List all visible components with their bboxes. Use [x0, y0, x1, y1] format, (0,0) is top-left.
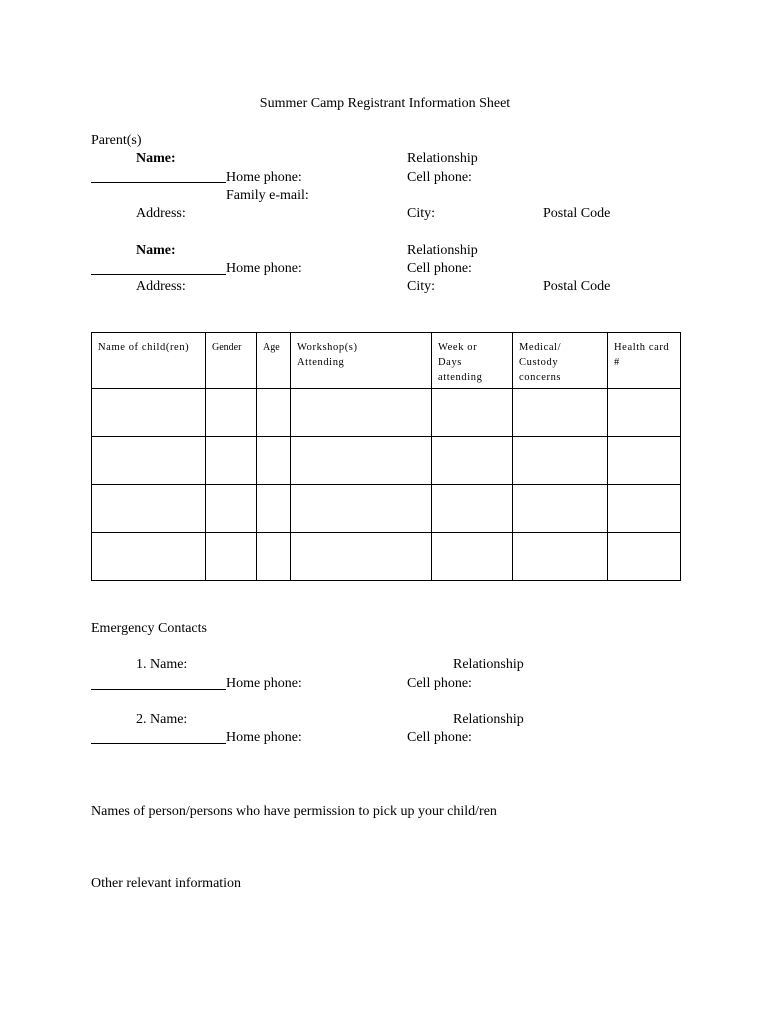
table-cell[interactable]: [92, 437, 206, 485]
table-cell[interactable]: [92, 533, 206, 581]
header-workshops: Workshop(s) Attending: [291, 333, 432, 389]
parent2-postal-code-label: Postal Code: [543, 279, 611, 294]
table-row: [92, 437, 681, 485]
parent1-address-label: Address:: [136, 206, 186, 221]
emergency2-relationship-label: Relationship: [453, 712, 524, 727]
parent1-relationship-label: Relationship: [407, 151, 478, 166]
table-cell[interactable]: [291, 533, 432, 581]
table-cell[interactable]: [206, 485, 257, 533]
table-cell[interactable]: [432, 437, 513, 485]
table-cell[interactable]: [608, 389, 681, 437]
emergency1-cell-phone-label: Cell phone:: [407, 676, 472, 691]
table-cell[interactable]: [206, 389, 257, 437]
parent2-home-phone-label: Home phone:: [226, 261, 302, 276]
table-cell[interactable]: [92, 389, 206, 437]
parent2-relationship-label: Relationship: [407, 243, 478, 258]
header-week-days: Week or Days attending: [432, 333, 513, 389]
emergency2-name-label: 2. Name:: [136, 712, 188, 727]
table-cell[interactable]: [291, 437, 432, 485]
table-cell[interactable]: [206, 533, 257, 581]
table-cell[interactable]: [513, 389, 608, 437]
header-health-card: Health card #: [608, 333, 681, 389]
parent1-family-email-label: Family e-mail:: [226, 188, 309, 203]
page-title: Summer Camp Registrant Information Sheet: [259, 96, 511, 111]
parent1-city-label: City:: [407, 206, 436, 221]
emergency1-home-phone-label: Home phone:: [226, 676, 302, 691]
parent2-cell-phone-label: Cell phone:: [407, 261, 472, 276]
other-info-label: Other relevant information: [91, 876, 242, 891]
parent1-home-phone-label: Home phone:: [226, 170, 302, 185]
header-age: Age: [257, 333, 291, 389]
table-row: [92, 389, 681, 437]
emergency1-name-label: 1. Name:: [136, 657, 188, 672]
table-row: [92, 485, 681, 533]
header-gender: Gender: [206, 333, 257, 389]
table-cell[interactable]: [291, 389, 432, 437]
parent1-name-label: Name:: [136, 151, 176, 166]
table-cell[interactable]: [257, 533, 291, 581]
table-cell[interactable]: [257, 437, 291, 485]
table-cell[interactable]: [513, 485, 608, 533]
table-cell[interactable]: [206, 437, 257, 485]
table-cell[interactable]: [432, 389, 513, 437]
emergency2-cell-phone-label: Cell phone:: [407, 730, 472, 745]
children-table: [91, 332, 681, 581]
parent2-name-label: Name:: [136, 243, 176, 258]
table-cell[interactable]: [608, 437, 681, 485]
table-cell[interactable]: [257, 389, 291, 437]
pickup-permission-label: Names of person/persons who have permission to pick up your child/ren: [91, 804, 497, 819]
table-cell[interactable]: [291, 485, 432, 533]
table-cell[interactable]: [432, 533, 513, 581]
header-medical: Medical/ Custody concerns: [513, 333, 608, 389]
emergency2-home-phone-label: Home phone:: [226, 730, 302, 745]
emergency1-relationship-label: Relationship: [453, 657, 524, 672]
parent2-city-label: City:: [407, 279, 436, 294]
emergency2-name-line[interactable]: [91, 743, 226, 744]
table-cell[interactable]: [432, 485, 513, 533]
table-row: [92, 533, 681, 581]
parent2-name-line[interactable]: [91, 274, 226, 275]
parents-heading: Parent(s): [91, 133, 142, 148]
parent1-name-line[interactable]: [91, 182, 226, 183]
parent1-cell-phone-label: Cell phone:: [407, 170, 472, 185]
emergency-heading: Emergency Contacts: [91, 621, 207, 636]
table-cell[interactable]: [92, 485, 206, 533]
table-cell[interactable]: [608, 485, 681, 533]
header-child-name: Name of child(ren): [92, 333, 206, 389]
parent1-postal-code-label: Postal Code: [543, 206, 611, 221]
table-header-row: [92, 333, 681, 389]
table-cell[interactable]: [608, 533, 681, 581]
parent2-address-label: Address:: [136, 279, 186, 294]
emergency1-name-line[interactable]: [91, 689, 226, 690]
table-cell[interactable]: [513, 437, 608, 485]
table-cell[interactable]: [513, 533, 608, 581]
table-cell[interactable]: [257, 485, 291, 533]
